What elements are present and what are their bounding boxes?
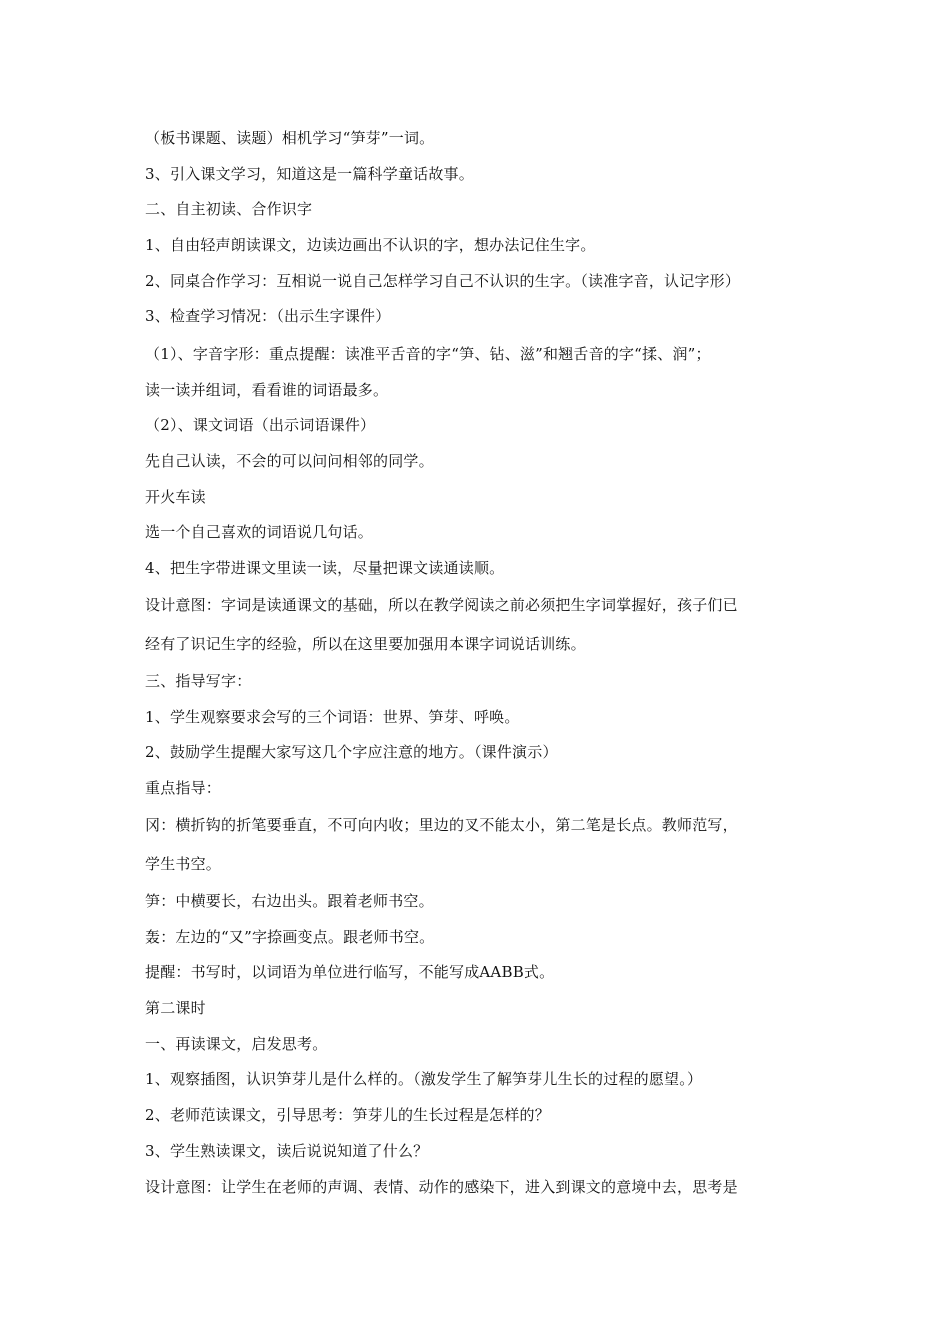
text-line: 3、检查学习情况：（出示生字课件） <box>145 307 391 325</box>
text-line: 2、鼓励学生提醒大家写这几个字应注意的地方。（课件演示） <box>145 743 558 761</box>
text-line: 选一个自己喜欢的词语说几句话。 <box>145 523 374 541</box>
text-line: 开火车读 <box>145 488 206 506</box>
text-line: 设计意图：字词是读通课文的基础，所以在教学阅读之前必须把生字词掌握好，孩子们已 <box>145 596 738 614</box>
text-line: 先自己认读，不会的可以问问相邻的同学。 <box>145 452 434 470</box>
text-line: 1、自由轻声朗读课文，边读边画出不认识的字，想办法记住生字。 <box>145 236 596 254</box>
text-line: 3、引入课文学习，知道这是一篇科学童话故事。 <box>145 165 474 183</box>
text-line: 提醒：书写时，以词语为单位进行临写，不能写成AABB式。 <box>145 963 555 981</box>
text-line: 3、学生熟读课文，读后说说知道了什么？ <box>145 1142 429 1160</box>
text-line: 经有了识记生字的经验，所以在这里要加强用本课字词说话训练。 <box>145 635 586 653</box>
text-line: 1、观察插图，认识笋芽儿是什么样的。（激发学生了解笋芽儿生长的过程的愿望。） <box>145 1070 703 1088</box>
text-line: 1、学生观察要求会写的三个词语：世界、笋芽、呼唤。 <box>145 708 520 726</box>
text-line: 2、老师范读课文，引导思考：笋芽儿的生长过程是怎样的？ <box>145 1106 550 1124</box>
section-heading: 第二课时 <box>145 999 206 1017</box>
text-line: 笋：中横要长，右边出头。跟着老师书空。 <box>145 892 434 910</box>
text-line: 冈：横折钩的折笔要垂直，不可向内收；里边的叉不能太小，第二笔是长点。教师范写， <box>145 816 738 834</box>
text-line: （板书课题、读题）相机学习“笋芽”一词。 <box>145 129 435 147</box>
text-line: 设计意图：让学生在老师的声调、表情、动作的感染下，进入到课文的意境中去，思考是 <box>145 1178 738 1196</box>
text-line: 重点指导： <box>145 779 222 797</box>
text-line: 学生书空。 <box>145 855 222 873</box>
text-line: （2）、课文词语（出示词语课件） <box>145 416 376 434</box>
text-line: 4、把生字带进课文里读一读，尽量把课文读通读顺。 <box>145 559 505 577</box>
section-heading: 一、再读课文，启发思考。 <box>145 1035 328 1053</box>
section-heading: 二、自主初读、合作识字 <box>145 200 313 218</box>
text-line: 读一读并组词，看看谁的词语最多。 <box>145 381 389 399</box>
text-line: （1）、字音字形：重点提醒：读准平舌音的字“笋、钻、滋”和翘舌音的字“揉、润”； <box>145 345 711 363</box>
section-heading: 三、指导写字： <box>145 672 252 690</box>
text-line: 轰：左边的“又”字捺画变点。跟老师书空。 <box>145 928 435 946</box>
text-line: 2、同桌合作学习：互相说一说自己怎样学习自己不认识的生字。（读准字音，认记字形） <box>145 272 741 290</box>
